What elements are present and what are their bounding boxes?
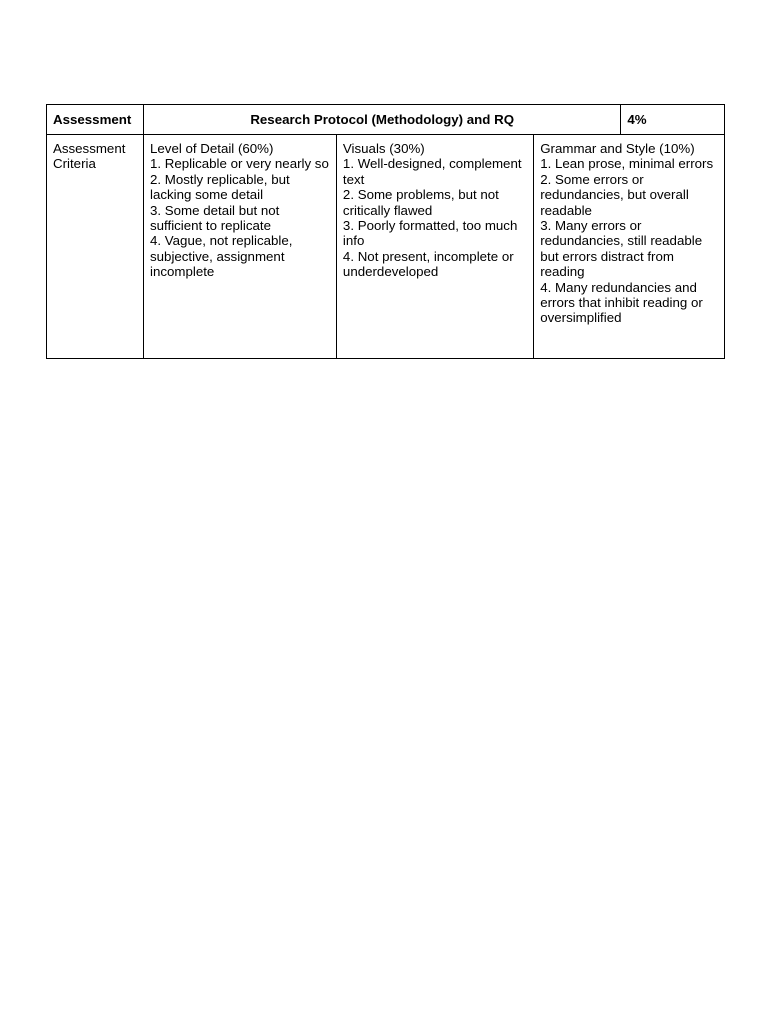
criterion-item: 1. Lean prose, minimal errors bbox=[540, 156, 714, 172]
rubric-header-row bbox=[47, 105, 725, 135]
criterion-item: 3. Poorly formatted, too much info bbox=[342, 218, 518, 249]
criterion-heading: Level of Detail (60%) bbox=[150, 141, 274, 156]
assessment-label-cell: Assessment bbox=[47, 105, 144, 135]
rubric-criteria-row bbox=[47, 135, 725, 359]
criteria-label-cell: Assessment Criteria bbox=[47, 135, 144, 359]
criterion-visuals-cell bbox=[336, 135, 533, 359]
criterion-item: 2. Some problems, but not critically flawed bbox=[342, 187, 499, 218]
criterion-item: 2. Mostly replicable, but lacking some detail bbox=[150, 171, 290, 203]
criterion-item: 3. Many errors or redundancies, still readable but errors distract from reading bbox=[540, 218, 703, 280]
criterion-item: 3. Some detail but not sufficient to replicate bbox=[150, 202, 280, 234]
criterion-item: 1. Replicable or very nearly so bbox=[150, 156, 329, 172]
criterion-heading: Visuals (30%) bbox=[342, 141, 425, 156]
assessment-title-cell: Research Protocol (Methodology) and RQ bbox=[144, 105, 621, 135]
criterion-level-of-detail-cell bbox=[144, 135, 337, 359]
criterion-item: 4. Vague, not replicable, subjective, assignment incomplete bbox=[150, 233, 293, 280]
assessment-weight-cell: 4% bbox=[621, 105, 725, 135]
criterion-item: 2. Some errors or redundancies, but overall readable bbox=[540, 171, 689, 218]
criterion-item: 4. Many redundancies and errors that inhibit reading or oversimplified bbox=[540, 279, 703, 326]
assessment-rubric-table bbox=[46, 104, 725, 359]
criterion-heading: Grammar and Style (10%) bbox=[540, 141, 695, 156]
criterion-grammar-style-cell bbox=[534, 135, 725, 359]
criterion-item: 1. Well-designed, complement text bbox=[342, 156, 522, 187]
criterion-item: 4. Not present, incomplete or underdeveloped bbox=[342, 248, 514, 280]
